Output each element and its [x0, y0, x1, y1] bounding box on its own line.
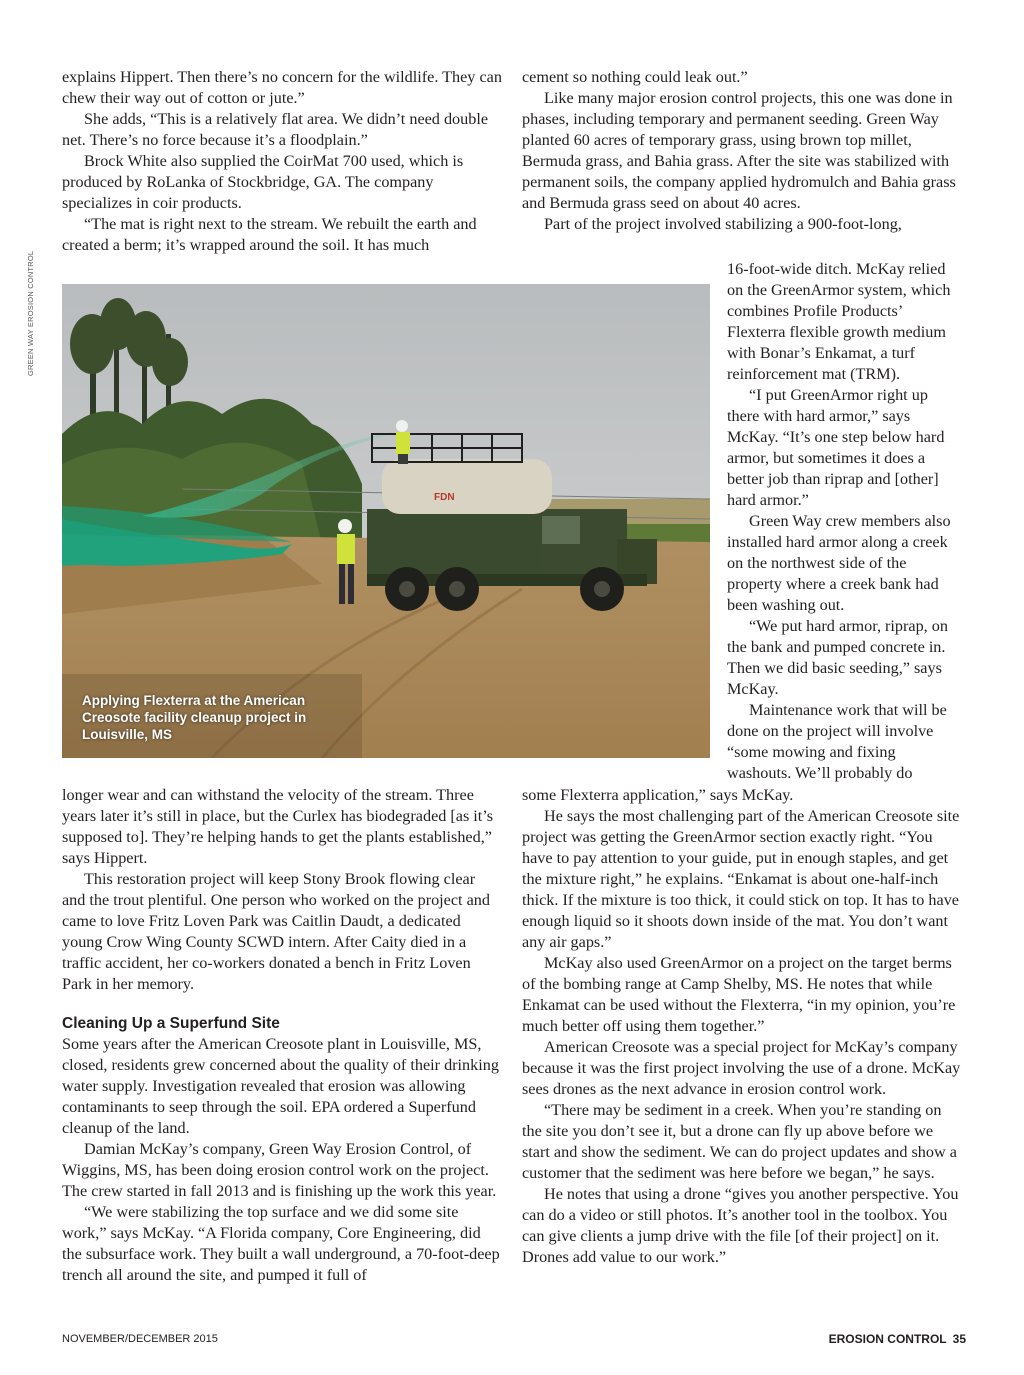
paragraph: Green Way crew members also installed hard armor along a creek on the northwest side of the property where a creek bank had been washing out.	[727, 512, 951, 614]
tank-logo: FDN	[434, 492, 455, 503]
photo-caption: Applying Flexterra at the American Creosote facility cleanup project in Louisville, MS	[82, 693, 307, 742]
photo-illustration	[62, 284, 710, 758]
paragraph: some Flexterra application,” says McKay.	[522, 786, 794, 804]
paragraph: American Creosote was a special project for McKay’s company because it was the first project involving the use of a drone. McKay sees drones as the next advance in erosion control work.	[522, 1038, 961, 1098]
photo-credit	[26, 250, 36, 376]
paragraph: He says the most challenging part of the American Creosote site project was getting the GreenArmor section exactly right. “You have to pay attention to your guide, put in enough staples, and get the mixture right,” he explains. “Enkamat is about one-half-inch thick. If the mixture is too thick, it could stick on top. It has to have enough liquid so it shoots down inside of the mat. You don’t want any air gaps.”	[522, 807, 960, 951]
paragraph: He notes that using a drone “gives you another perspective. You can do a video or still photos. It’s another tool in the toolbox. You can give clients a jump drive with the file [of their project] on it. Drones add value to our work.”	[522, 1185, 959, 1266]
paragraph: McKay also used GreenArmor on a project on the target berms of the bombing range at Camp Shelby, MS. He notes that while Enkamat can be used without the Flexterra, “in my opinion, you’re much better off using them together.”	[522, 954, 956, 1035]
paragraph: 16-foot-wide ditch. McKay relied on the GreenArmor system, which combines Profile Products’ Flexterra flexible growth medium with Bonar’s Enkamat, a turf reinforcement mat (TRM).	[727, 260, 951, 383]
paragraph: Damian McKay’s company, Green Way Erosion Control, of Wiggins, MS, has been doing erosion control work on the project. The crew started in fall 2013 and is finishing up the work this year.	[62, 1140, 497, 1200]
article-column-right-top	[522, 67, 962, 235]
paragraph: Some years after the American Creosote plant in Louisville, MS, closed, residents grew concerned about the quality of their drinking water supply. Investigation revealed that erosion was allowing contaminants to seep through the soil. EPA ordered a Superfund cleanup of the land.	[62, 1035, 499, 1137]
page-number: 35	[952, 1332, 966, 1346]
article-column-left-bottom	[62, 785, 502, 1286]
article-column-right-narrow	[727, 259, 963, 784]
paragraph: Maintenance work that will be done on the project will involve “some mowing and fixing washouts. We’ll probably do	[727, 701, 947, 782]
article-column-left-top	[62, 67, 502, 256]
paragraph: cement so nothing could leak out.”	[522, 68, 748, 86]
paragraph: Part of the project involved stabilizing a 900-foot-long,	[544, 215, 902, 233]
section-subhead: Cleaning Up a Superfund Site	[62, 1015, 280, 1032]
paragraph: “The mat is right next to the stream. We rebuilt the earth and created a berm; it’s wrapped around the soil. It has much	[62, 215, 477, 254]
paragraph: “There may be sediment in a creek. When you’re standing on the site you don’t see it, but a drone can fly up above before we start and show the sediment. We can do project updates and show a customer that the sediment was here before we began,” he says.	[522, 1101, 957, 1182]
paragraph: “We were stabilizing the top surface and we did some site work,” says McKay. “A Florida company, Core Engineering, did the subsurface work. They built a wall underground, a 70-foot-deep trench all around the site, and pumped it full of	[62, 1203, 500, 1284]
paragraph: She adds, “This is a relatively flat area. We didn’t need double net. There’s no force because it’s a floodplain.”	[62, 110, 489, 149]
paragraph: longer wear and can withstand the velocity of the stream. Three years later it’s still in place, but the Curlex has biodegraded [as it’s supposed to]. They’re helping hands to get the plants established,” says Hippert.	[62, 786, 494, 867]
paragraph: “We put hard armor, riprap, on the bank and pumped concrete in. Then we did basic seeding,” says McKay.	[727, 617, 948, 698]
paragraph: Brock White also supplied the CoirMat 700 used, which is produced by RoLanka of Stockbridge, GA. The company specializes in coir products.	[62, 152, 464, 212]
paragraph: “I put GreenArmor right up there with hard armor,” says McKay. “It’s one step below hard armor, but sometimes it does a better job than riprap and [other] hard armor.”	[727, 386, 945, 509]
footer-folio	[829, 1332, 966, 1346]
article-column-right-bottom	[522, 785, 962, 1268]
article-photo	[62, 284, 710, 758]
paragraph: This restoration project will keep Stony Brook flowing clear and the trout plentiful. One person who worked on the project and came to love Fritz Loven Park was Caitlin Daudt, a dedicated young Crow Wing County SCWD intern. After Caity died in a traffic accident, her co-workers donated a bench in Fritz Loven Park in her memory.	[62, 870, 490, 993]
paragraph: explains Hippert. Then there’s no concern for the wildlife. They can chew their way out of cotton or jute.”	[62, 68, 502, 107]
paragraph: Like many major erosion control projects, this one was done in phases, including temporary and permanent seeding. Green Way planted 60 acres of temporary grass, using brown top millet, Bermuda grass, and Bahia grass. After the site was stabilized with permanent soils, the company applied hydromulch and Bahia grass and Bermuda grass seed on about 40 acres.	[522, 89, 956, 212]
footer-magazine-name: EROSION CONTROL	[828, 1332, 947, 1346]
photo-credit-text: GREEN WAY EROSION CONTROL	[26, 250, 35, 376]
footer-issue-date: NOVEMBER/DECEMBER 2015	[62, 1333, 218, 1345]
